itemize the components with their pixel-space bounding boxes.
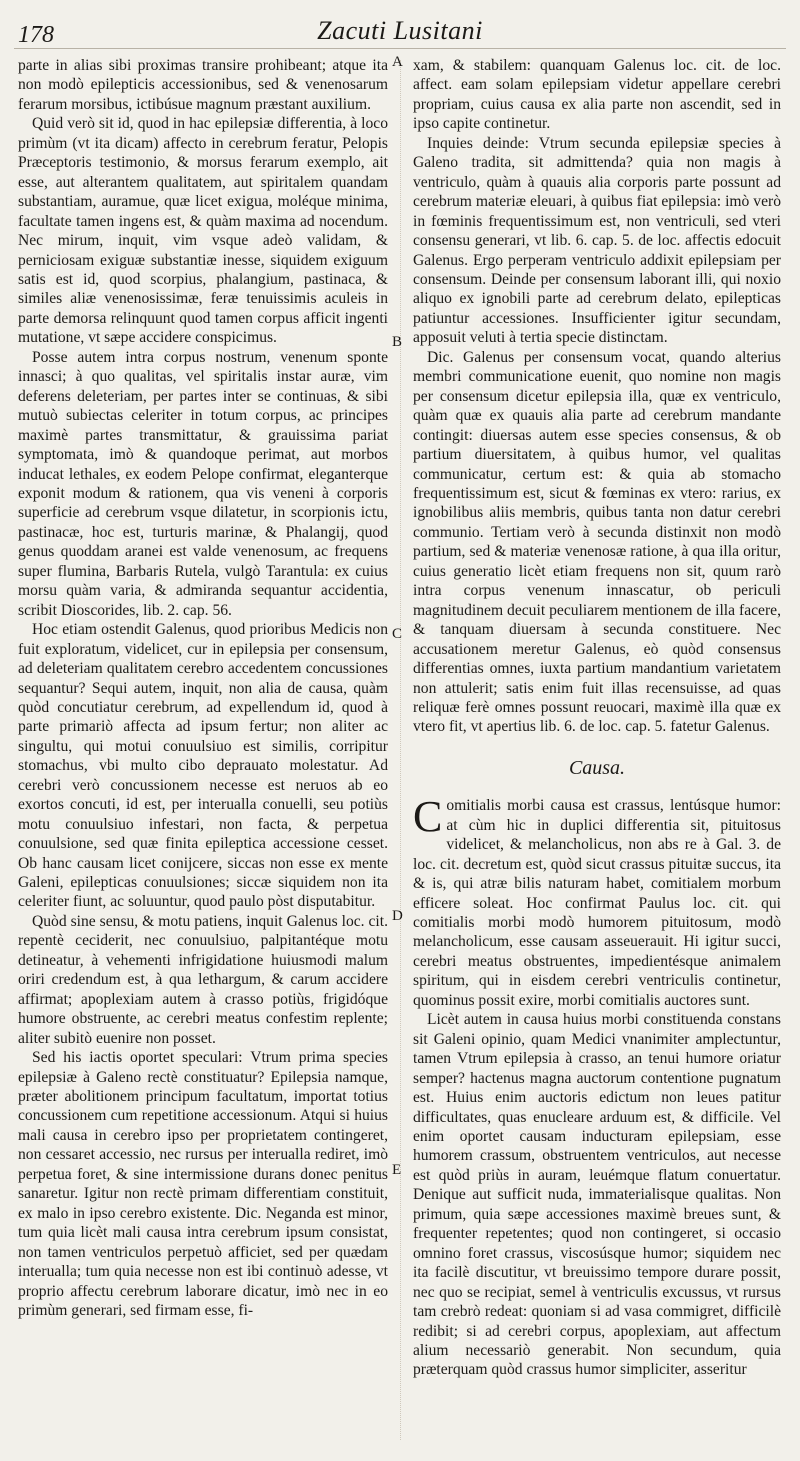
margin-letter: E <box>392 1162 402 1178</box>
paragraph: Sed his iactis oportet speculari: Vtrum prima species epilepsiæ à Galeno rectè constituatur? Epilepsia namque, præter abolitionem principum facultatum, importat totius concussionem cum repetitione accessionum. Atqui si huius mali causa in cerebro ipso per proprietatem contingeret, non cessaret accessio, nec rursus per interualla rediret, imò perpetua foret, & sine intermissione durans donec penitus sanaretur. Igitur non rectè primam differentiam constituit, ex malo in ipso cerebro existente. Dic. Neganda est minor, tum quia licèt mali causa intra cerebrum ipsum consistat, non tamen ventriculos perpetuò afficiet, sed per quædam interualla; tum quia necesse non est ibi continuò adesse, vt proprio affectu cerebrum laborare dicatur, imò nec in eo primùm generari, sed firmam esse, fi- <box>18 1049 388 1319</box>
paragraph: Dic. Galenus per consensum vocat, quando alterius membri communicatione euenit, quo nomine non magis per consensum dicetur epilepsia illa, quæ ex ventriculo, quàm quæ ex quauis alia parte ad cerebrum mandante contingit: diuersas autem esse species consensus, & ob partium diuersitatem, à quibus humor, vel qualitas communicatur, certum est: & quia ab stomacho frequentissimum est, sicut & fœminas ex vtero: rarius, ex ignobilibus aliis membris, quibus tanta non datur cerebri communio. Tertiam verò à secunda distinxit non modò partium, sed & materiæ venenosæ ratione, à qua illa oritur, cuius generatio licèt etiam frequens non sit, quum rarò intra corpus venenum innascatur, ob periculi magnitudinem decuit peculiarem mentionem de illa facere, & tanquam diuersam à secunda constituere. Nec accusationem meretur Galenus, eò quòd consensus differentias omnes, iuxta partium mandantium varietatem non attulerit; satis enim fuit illas recensuisse, ad quas reliquæ ferè omnes possunt reuocari, maximè illa quæ ex vtero fit, vt apertius lib. 6. de loc. cap. 5. fatetur Galenus. <box>413 348 781 736</box>
paragraph: Quòd sine sensu, & motu patiens, inquit Galenus loc. cit. repentè ceciderit, nec conuulsiuo, palpitantéque motu detineatur, à vehementi infrigidatione huiusmodi malum oriri credendum est, à qua lethargum, & carum accidere affirmat; apoplexiam autem à crasso potiùs, frigidóque humore obstruente, ac cerebri meatus confestim replente; aliter subitò euenire non posset. <box>18 912 388 1047</box>
margin-letter: C <box>392 626 403 642</box>
page-number: 178 <box>18 22 54 48</box>
paragraph: Inquies deinde: Vtrum secunda epilepsiæ species à Galeno tradita, sit admittenda? quia non magis à ventriculo, quàm à quauis alia corporis parte possunt ad cerebrum materiæ eleuari, à quibus fiat epilepsia: imò verò in fœminis frequentissimum est, non ventriculi, sed vteri consensu generari, vt lib. 6. cap. 5. de loc. affectis edocuit Galenus. Ergo perperam ventriculo addixit epilepsiam per consensum. Deinde per consensum laborant illi, qui noxio aliquo ex ignobili parte ad cerebrum delato, epilepticas patiuntur accessiones. Insufficienter igitur secundam, apposuit veluti à tertia specie distinctam. <box>413 134 781 347</box>
margin-letters <box>388 0 410 1461</box>
paragraph <box>413 792 781 1010</box>
left-column <box>18 56 388 1320</box>
paragraph: Quid verò sit id, quod in hac epilepsiæ differentia, à loco primùm (vt ita dicam) affecto in cerebrum feratur, Pelopis Præceptoris testimonio, & morsus ferarum exemplo, ait esse, aut alterantem qualitatem, aut spiritalem quandam substantiam, auramue, quæ licet exigua, moléque minima, facultate tamen ingens est, & quàm maxima ad nocendum. Nec mirum, inquit, vim vsque adeò validam, & perniciosam exiguæ substantiæ inesse, siquidem exiguum satis est id, quod scorpius, phalangium, pastinaca, & similes aliæ venenosissimæ, feræ tenuissimis aculeis in parte demorsa relinquunt quod tamen corpus afficit ingenti mutatione, vt sæpe accidere conspicimus. <box>18 115 388 347</box>
paragraph: xam, & stabilem: quanquam Galenus loc. cit. de loc. affect. eam solam epilepsiam videtur appellare cerebri propriam, cuius causa ex alia parte non ascendit, sed in ipso capite continetur. <box>413 57 781 133</box>
running-head: Zacuti Lusitani <box>317 16 483 45</box>
margin-letter: B <box>392 334 403 350</box>
right-column <box>413 56 781 1380</box>
paragraph-text: omitialis morbi causa est crassus, lentúsque humor: at cùm hic in duplici differentia sit, pituitosus videlicet, & melancholicus, non abs re à Gal. 3. de loc. cit. decretum est, quòd sicut crassus pituitæ succus, ita & is, qui atræ bilis naturam habet, comitialem morbum efficere soleat. Hoc confirmat Paulus loc. cit. qui comitialis morbi modò humorem pituitosum, modò melancholicum, esse causam asseuerauit. Hi igitur succi, cerebri meatus obstruentes, impedientésque animalem spiritum, qui in eisdem cerebri ventriculis continetur, quominus possit exire, morbi comitialis auctores sunt. <box>413 797 781 1009</box>
margin-letter: D <box>392 908 403 924</box>
paragraph: Hoc etiam ostendit Galenus, quod prioribus Medicis non fuit exploratum, videlicet, cur in epilepsia per consensum, ad deleteriam qualitatem cerebro accedentem concussiones sequantur? Sequi autem, inquit, non alia de causa, quàm quòd concutiatur cerebrum, ad expellendum id, quod à parte primariò affecta ad ipsum fertur; non aliter ac singultu, qui motui conuulsiuo est similis, corripitur stomachus, vbi multo cibo deprauato molestatur. Ad cerebri verò concussionem necesse est neruos ab eo exortos concuti, id est, per interualla conuelli, seu potiùs motu conuulsiuo infestari, non facta, & perpetua conuulsione, sed quæ finita epileptica accessione cesset. Ob hanc causam licet conijcere, siccas non esse ex mente Galeni, epilepticas conuulsiones; siccæ siquidem non ita celeriter fiunt, ac soluuntur, quod paulo pòst disputabitur. <box>18 621 388 911</box>
paragraph: Posse autem intra corpus nostrum, venenum sponte innasci; à quo qualitas, vel spiritalis instar auræ, vim deferens deleteriam, per partes inter se continuas, & sibi mutuò subiectas celeriter in totum corpus, ac principes maximè partes transmittatur, & grauissima pariat symptomata, imò & quandoque perimat, aut morbos inducat lethales, ex eodem Pelope confirmat, eleganterque exponit modum & rationem, qua vis veneni à corporis superficie ad cerebrum vsque dilatetur, in scorpionis ictu, pastinacæ, hoc est, turturis marinæ, & Phalangij, quod genus quoddam aranei est valde venenosum, ac frequens super flumina, Barbaris Rutela, vulgò Tarantula: ex cuius morsu quàm varia, & admiranda sequantur accidentia, scribit Dioscorides, lib. 2. cap. 56. <box>18 348 388 619</box>
paragraph: Licèt autem in causa huius morbi constituenda constans sit Galeni opinio, quam Medici vnanimiter amplectuntur, tamen Vtrum epilepsia à crasso, an tenui humore oriatur semper? hactenus magna auctorum contentione pugnatum est. Huius enim auctoris edictum non leues patitur difficultates, quas enucleare arduum est, & difficile. Vel enim oportet causam inducturam epilepsiam, esse humorem crassum, obstruentem ventriculos, aut necesse est quòd priùs in auram, leuémque flatum conuertatur. Denique aut sufficit nuda, immaterialisque qualitas. Non primum, quia sæpe accessiones maximè breues sunt, & frequenter repetentes; quod non contingeret, si occasio omnino foret crassus, viscosúsque humor; siquidem nec ita facilè discutitur, vt breuissimo tempore durare possit, nec quo se recipiat, semel à ventriculis excussus, vt rursus tam crebrò redeat: quoniam si ad vasa commigret, difficilè redibit; si ad cerebri corpus, apoplexiam, aut affectum alium necessariò generabit. Non secundum, quia præterquam quòd crassus humor simpliciter, asseritur <box>413 1011 781 1379</box>
drop-cap: C <box>413 792 443 842</box>
section-heading: Causa. <box>568 756 626 779</box>
paragraph: parte in alias sibi proximas transire prohibeant; atque ita non modò epilepticis accessionibus, sed & venenosarum ferarum morsibus, ictibúsue magnum præstant auxilium. <box>18 57 388 113</box>
margin-letter: A <box>392 54 403 70</box>
